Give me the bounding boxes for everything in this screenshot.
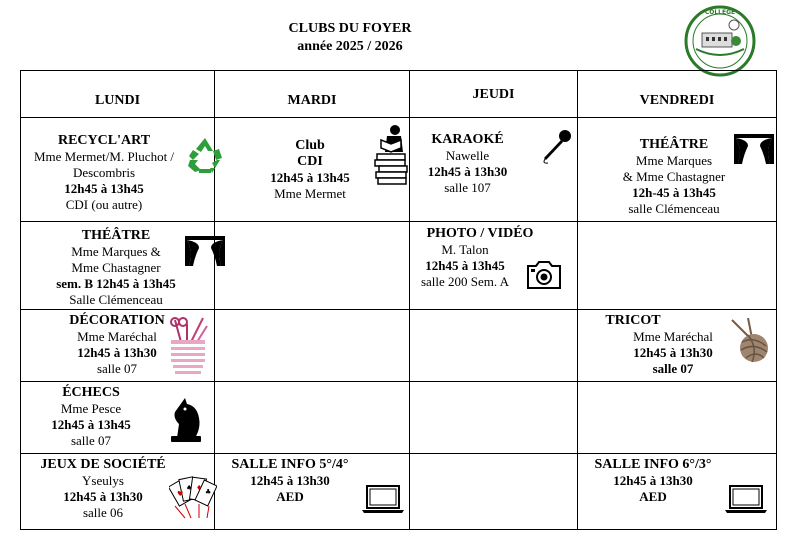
cell-empty xyxy=(410,454,578,530)
table-row xyxy=(21,454,777,530)
college-logo xyxy=(684,5,756,77)
club-place: Salle Clémenceau xyxy=(69,292,163,307)
day-header-mardi: MARDI xyxy=(215,71,410,118)
cell-empty xyxy=(215,310,410,382)
page-title xyxy=(230,20,470,56)
club-place: salle 07 xyxy=(96,361,138,376)
club-people: Nawelle xyxy=(445,148,490,163)
cell-tricot xyxy=(578,310,777,382)
club-time: 12h45 à 13h30 xyxy=(63,489,143,504)
yarn-ball-icon xyxy=(728,318,772,364)
craft-pot-icon xyxy=(167,316,211,376)
club-place: salle Clémenceau xyxy=(628,201,720,216)
cell-jeux-de-societe xyxy=(21,454,215,530)
club-name: THÉÂTRE xyxy=(639,137,709,152)
microphone-icon xyxy=(540,128,574,164)
club-people: Mme Pesce xyxy=(60,401,122,416)
title-line-1: CLUBS DU FOYER xyxy=(288,21,412,36)
logo-text: COLLEGE xyxy=(704,9,736,16)
club-place: salle 06 xyxy=(82,505,124,520)
club-people: M. Talon xyxy=(441,242,489,257)
club-people: Mme Maréchal xyxy=(633,329,713,344)
cell-club-cdi xyxy=(215,118,410,222)
club-time: 12h45 à 13h45 xyxy=(51,417,131,432)
club-place: salle 07 xyxy=(70,433,112,448)
svg-text:♥: ♥ xyxy=(177,490,184,498)
table-row xyxy=(21,118,777,222)
table-row xyxy=(21,382,777,454)
club-time: 12h45 à 13h30 xyxy=(633,345,713,360)
cell-theatre-lundi xyxy=(21,222,215,310)
table-row xyxy=(21,222,777,310)
playing-cards-icon xyxy=(169,474,217,520)
day-header-vendredi: VENDREDI xyxy=(578,71,777,118)
club-place: salle 107 xyxy=(444,180,491,195)
club-name: DÉCORATION xyxy=(69,313,165,328)
club-time: 12h45 à 13h45 xyxy=(64,181,144,196)
club-name: TRICOT xyxy=(605,313,661,328)
club-people: Mme Mermet xyxy=(274,186,346,201)
club-time: 12h45 à 13h30 xyxy=(613,473,693,488)
cell-decoration xyxy=(21,310,215,382)
day-header-lundi: LUNDI xyxy=(21,71,215,118)
svg-text:♠: ♠ xyxy=(186,484,193,492)
club-time: 12h45 à 13h45 xyxy=(270,170,350,185)
club-people: Yseulys xyxy=(82,473,124,488)
chess-knight-icon xyxy=(167,394,205,444)
club-people: Mme Mermet/M. Pluchot / xyxy=(33,149,175,164)
cell-salle-info-mardi xyxy=(215,454,410,530)
clubs-schedule-table xyxy=(20,70,777,530)
club-name: ÉCHECS xyxy=(62,385,120,400)
club-time: 12h-45 à 13h45 xyxy=(632,185,716,200)
svg-text:♣: ♣ xyxy=(205,488,212,496)
cell-photo-video xyxy=(410,222,578,310)
club-name: SALLE INFO 5°/4° xyxy=(231,457,349,472)
day-header-jeudi: JEUDI xyxy=(410,71,578,118)
cell-recyclart xyxy=(21,118,215,222)
laptop-icon xyxy=(724,484,768,514)
club-place: CDI (ou autre) xyxy=(65,197,143,212)
club-name: Club xyxy=(295,138,325,153)
club-people: Mme Maréchal xyxy=(77,329,157,344)
club-people: AED xyxy=(276,489,304,504)
reading-books-icon xyxy=(373,122,409,186)
club-name: KARAOKÉ xyxy=(431,132,504,147)
club-people: Mme Marques & xyxy=(71,244,161,259)
club-time: 12h45 à 13h45 xyxy=(425,258,505,273)
cell-theatre-vendredi xyxy=(578,118,777,222)
cell-empty xyxy=(215,222,410,310)
club-name: SALLE INFO 6°/3° xyxy=(594,457,712,472)
title-line-2: année 2025 / 2026 xyxy=(297,39,403,54)
cell-echecs xyxy=(21,382,215,454)
club-place: salle 200 Sem. A xyxy=(420,274,510,289)
club-name: THÉÂTRE xyxy=(81,228,151,243)
cell-salle-info-vendredi xyxy=(578,454,777,530)
curtain-icon xyxy=(734,134,774,166)
header-row xyxy=(21,71,777,118)
club-name: JEUX DE SOCIÉTÉ xyxy=(40,457,166,472)
camera-icon xyxy=(526,260,562,290)
club-place: salle 07 xyxy=(652,361,694,376)
club-people: Mme Marques xyxy=(635,153,713,168)
cell-empty xyxy=(578,222,777,310)
club-people-2: & Mme Chastagner xyxy=(622,169,726,184)
club-people-2: Mme Chastagner xyxy=(71,260,161,275)
club-people-2: Descombris xyxy=(72,165,136,180)
cell-karaoke xyxy=(410,118,578,222)
cell-empty xyxy=(215,382,410,454)
table-row xyxy=(21,310,777,382)
svg-text:♦: ♦ xyxy=(196,484,203,492)
club-name-2: CDI xyxy=(297,154,323,169)
club-time: 12h45 à 13h30 xyxy=(427,164,508,179)
cell-empty xyxy=(578,382,777,454)
club-people: AED xyxy=(639,489,667,504)
club-name: PHOTO / VIDÉO xyxy=(426,226,534,241)
club-time: 12h45 à 13h30 xyxy=(250,473,330,488)
club-time: sem. B 12h45 à 13h45 xyxy=(56,276,176,291)
laptop-icon xyxy=(361,484,405,514)
cell-empty xyxy=(410,382,578,454)
club-name: RECYCL'ART xyxy=(57,133,151,148)
club-time: 12h45 à 13h30 xyxy=(77,345,157,360)
